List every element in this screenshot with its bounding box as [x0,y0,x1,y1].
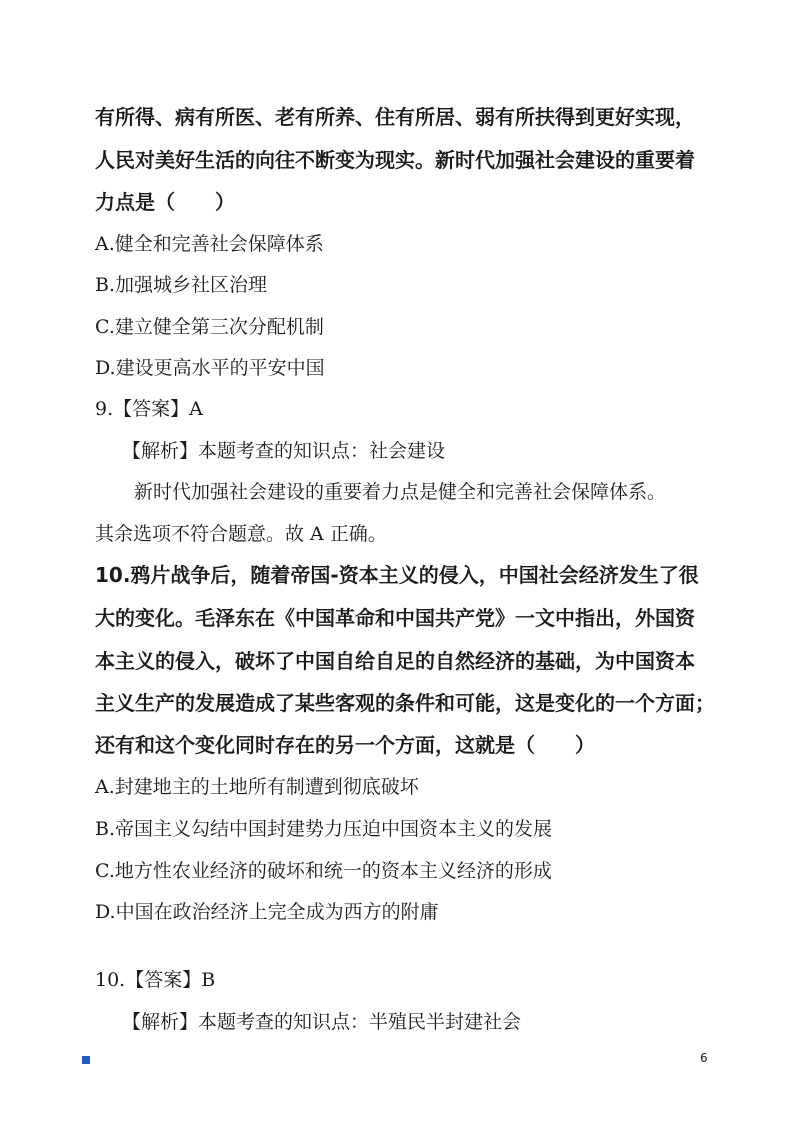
q10-answer: 10.【答案】B [95,969,216,991]
page-number: 6 [700,1051,708,1065]
q9-stem-line-2: 人民对美好生活的向往不断变为现实。新时代加强社会建设的重要着 [95,148,695,172]
q10-stem-line-3: 本主义的侵入，破坏了中国自给自足的自然经济的基础，为中国资本 [95,649,695,673]
q10-analysis-title: 【解析】本题考查的知识点：半殖民半封建社会 [122,1011,522,1033]
q10-option-d: D.中国在政治经济上完全成为西方的附庸 [95,901,439,923]
q9-option-a: A.健全和完善社会保障体系 [95,233,324,255]
q10-option-c: C.地方性农业经济的破坏和统一的资本主义经济的形成 [95,860,552,882]
q9-analysis-title: 【解析】本题考查的知识点：社会建设 [122,440,446,462]
q9-option-d: D.建设更高水平的平安中国 [95,357,325,379]
q9-stem-line-1: 有所得、病有所医、老有所养、住有所居、弱有所扶得到更好实现， [95,105,695,129]
q10-stem-line-1: 10.鸦片战争后，随着帝国-资本主义的侵入，中国社会经济发生了很 [95,563,699,587]
q10-option-a: A.封建地主的土地所有制遭到彻底破坏 [95,776,419,798]
q10-stem-line-4: 主义生产的发展造成了某些客观的条件和可能，这是变化的一个方面； [95,691,715,715]
q9-option-b: B.加强城乡社区治理 [95,274,268,296]
q9-analysis-line-1: 新时代加强社会建设的重要着力点是健全和完善社会保障体系。 [134,481,667,503]
q10-stem-line-2: 大的变化。毛泽东在《中国革命和中国共产党》一文中指出，外国资 [95,606,695,630]
q9-option-c: C.建立健全第三次分配机制 [95,316,324,338]
footer-square-icon [82,1056,90,1064]
q9-answer: 9.【答案】A [95,398,203,420]
q9-stem-line-3: 力点是（ ） [95,190,235,214]
q10-stem-line-5: 还有和这个变化同时存在的另一个方面，这就是（ ） [95,733,595,757]
q10-option-b: B.帝国主义勾结中国封建势力压迫中国资本主义的发展 [95,818,553,840]
q9-analysis-line-2: 其余选项不符合题意。故 A 正确。 [95,523,387,545]
